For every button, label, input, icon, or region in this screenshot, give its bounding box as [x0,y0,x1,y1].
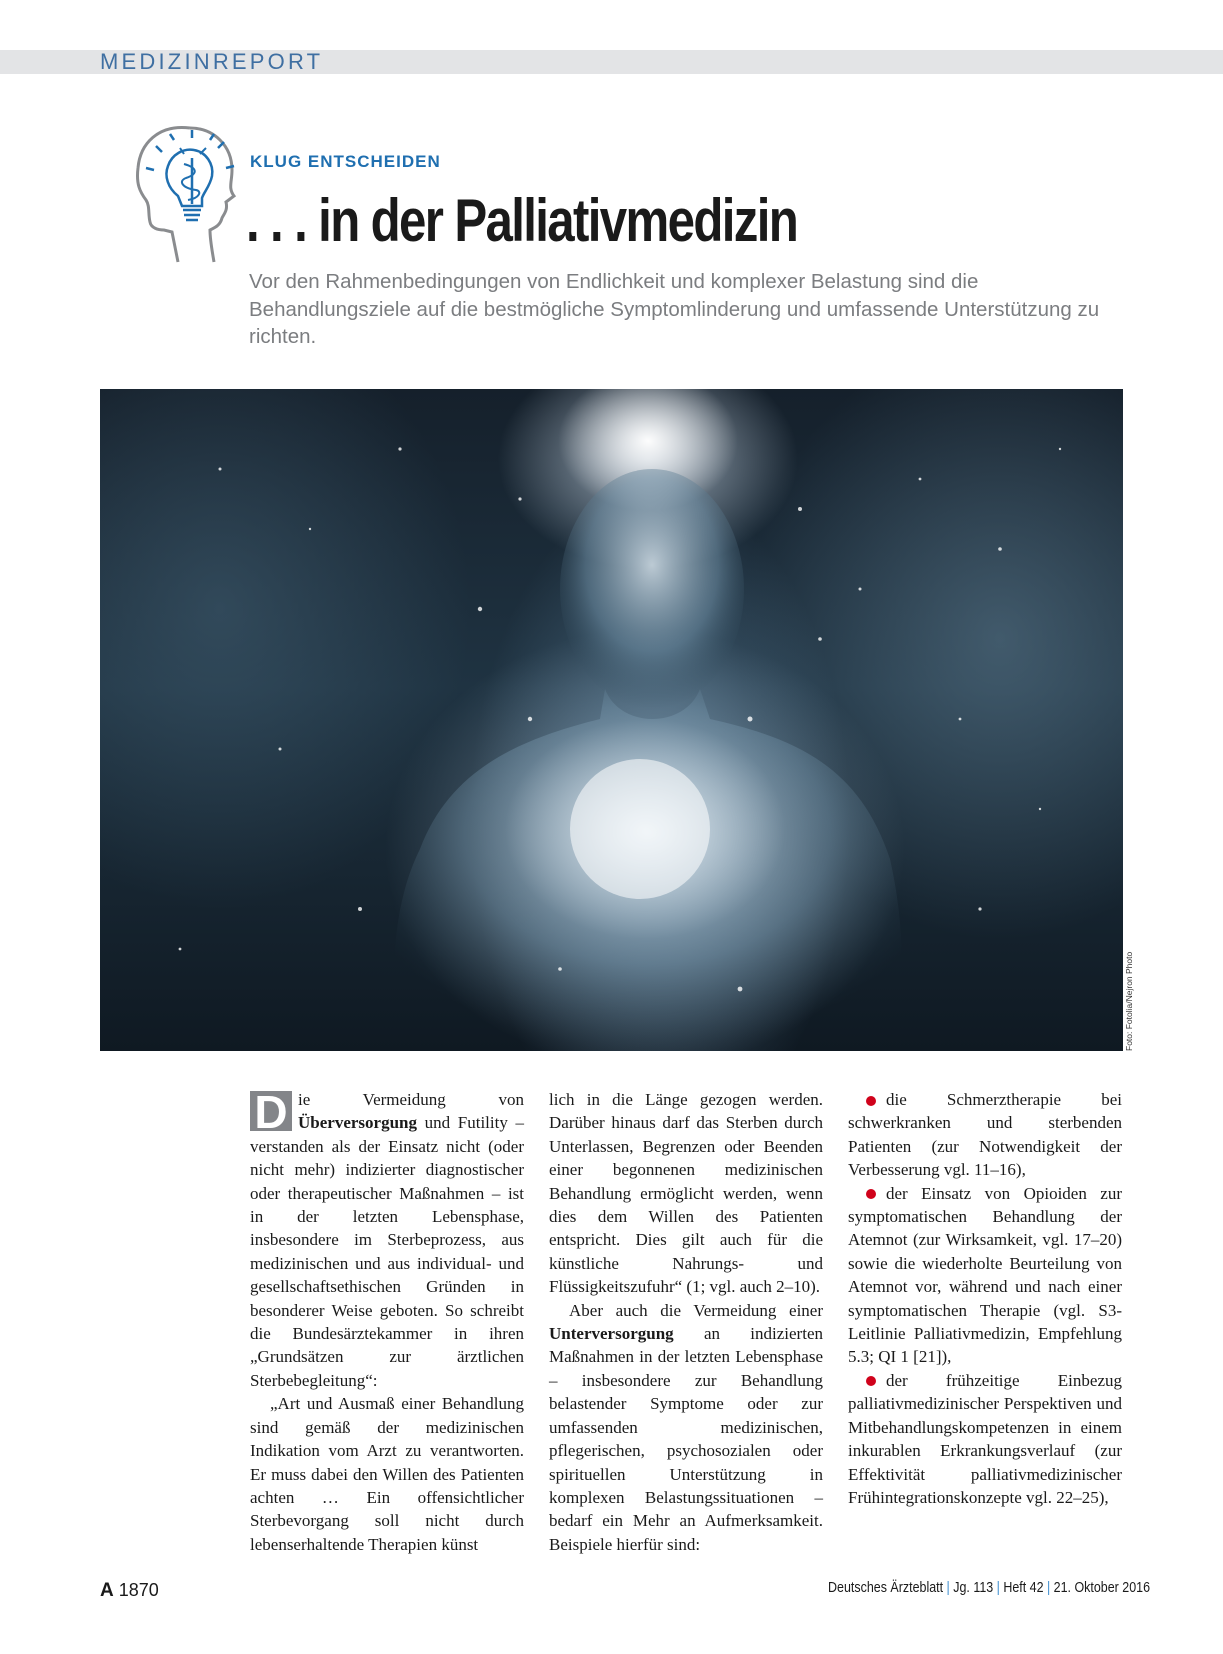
text-run: und Futility – verstanden als der Einsatz nicht (oder nicht mehr) indizierter diagnostischer oder therapeutischer Maßnahmen – ist in der letzten Lebensphase, insbesondere im Sterbeprozess, aus medizinischen und aus individual- und gesellschaftsethischen Gründen in besonderer Weise geboten. So schreibt die Bundesärztekammer in ihren „Grundsätzen zur ärztlichen Sterbebegleitung“: [250,1113,524,1390]
bullet-text: der frühzeitige Einbezug palliativmedizinischer Perspektiven und Mitbehandlungskompetenzen in einem inkurablen Erkrankungsverlauf (zur Effektivität palliativmedizinischer Frühintegrationskonzepte vgl. 22–25), [848,1370,1122,1507]
article-lead: Vor den Rahmenbedingungen von Endlichkeit und komplexer Belastung sind die Behandlungsziele auf die bestmögliche Symptomlinderung und umfassende Unterstützung zu richten. [249,270,1100,348]
separator: | [1046,1580,1051,1596]
journal-date: 21. Oktober 2016 [1053,1580,1151,1596]
bullet-text: der Einsatz von Opioiden zur symptomatischen Behandlung der Atemnot (zur Wirksamkeit, vgl. 17–20) sowie die wiederholte Beurteilung von Atemnot vor, während und nach einer symptomatischen Therapie (vgl. S3-Leitlinie Palliativmedizin, Empfehlung 5.3; QI 1 [21]), [848,1183,1122,1367]
paragraph [250,1088,524,1392]
bullet-item [848,1182,1122,1369]
bullet-dot-icon [866,1096,876,1106]
journal-name: Deutsches Ärzteblatt [828,1580,944,1596]
bullet-dot-icon [866,1376,876,1386]
bullet-text: die Schmerztherapie bei schwerkranken und sterbenden Patienten (zur Notwendigkeit der Verbesserung vgl. 11–16), [848,1090,1122,1180]
photo-credit: Foto: Fotolia/Nejron Photo [1124,951,1134,1051]
article-photo [100,389,1123,1051]
text-run: Aber auch die Vermeidung einer [569,1300,823,1320]
bold-term: Überversorgung [298,1113,417,1133]
article-kicker: KLUG ENTSCHEIDEN [250,152,441,171]
article-title: . . . in der Palliativmedizin [246,187,798,254]
separator: | [996,1580,1000,1596]
bullet-item [848,1088,1122,1182]
bullet-item [848,1369,1122,1509]
photo-figure-illustration [100,389,1123,1051]
drop-cap: D [250,1091,292,1131]
journal-volume: Jg. 113 [953,1580,994,1596]
text-run: ie Vermeidung von [298,1090,524,1109]
separator: | [946,1580,950,1596]
paragraph [549,1299,823,1556]
bold-term: Unterversorgung [549,1324,674,1344]
page-prefix: A [100,1580,114,1601]
body-column-1 [250,1088,524,1556]
body-column-2 [549,1088,823,1556]
page-number [100,1580,159,1604]
bullet-dot-icon [866,1189,876,1199]
paragraph: lich in die Länge gezogen werden. Darüber hinaus darf das Sterben durch Unterlassen, Begrenzen oder Beenden einer begonnenen medizinischen Behandlung ermöglicht werden, wenn dies dem Willen des Patienten entspricht. Dies gilt auch für die künstliche Nahrungs- und Flüssigkeitszufuhr“ (1; vgl. auch 2–10). [549,1090,823,1297]
body-column-3 [848,1088,1122,1509]
journal-issue: Heft 42 [1003,1580,1044,1596]
quote-paragraph: „Art und Ausmaß einer Behandlung sind gemäß der medizinischen Indikation vom Arzt zu verantworten. Er muss dabei den Willen des Patienten achten … Ein offensichtlicher Sterbevorgang soll nicht durch lebenserhaltende Therapien künst [250,1394,524,1554]
head-lightbulb-caduceus-icon [128,118,240,264]
page-number-value: 1870 [118,1580,159,1600]
journal-info [828,1580,1151,1604]
text-run: an indizierten Maßnahmen in der letzten Lebensphase – insbesondere zur Behandlung belastender Symptome oder zur umfassenden medizinischen, pflegerischen, psychosozialen oder spirituellen Unterstützung in komplexen Belastungssituationen – bedarf ein Mehr an Aufmerksamkeit. Beispiele hierfür sind: [549,1324,823,1554]
section-label: MEDIZINREPORT [100,49,324,74]
